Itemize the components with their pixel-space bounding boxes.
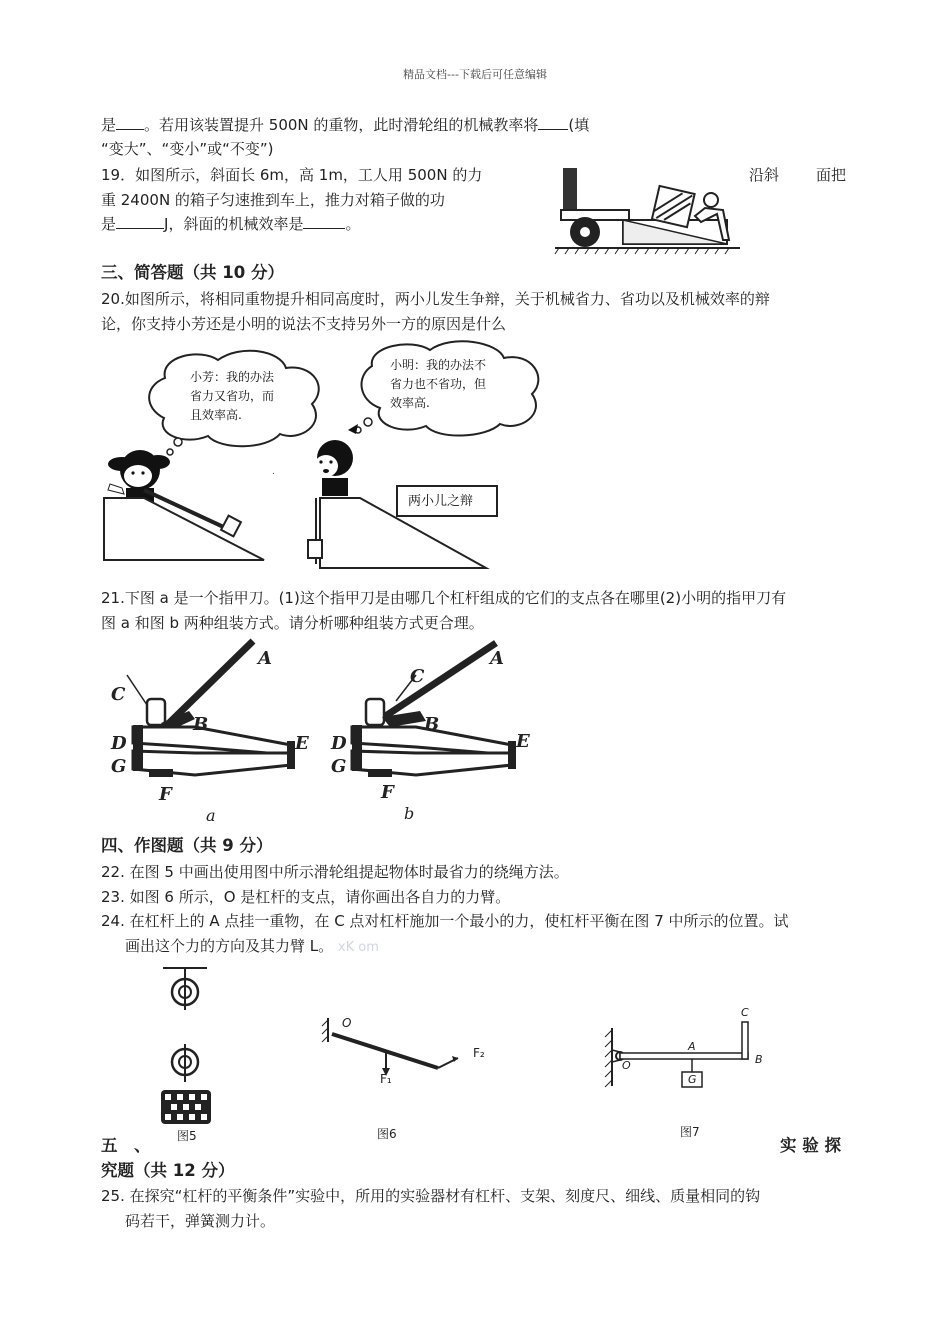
section5-title-a: 五 、	[101, 1136, 151, 1155]
q19-line2: 重 2400N 的箱子匀速推到车上，推力对箱子做的功	[101, 191, 445, 209]
q19-blank-2[interactable]	[303, 214, 345, 229]
q18-text-c: (填	[568, 116, 590, 134]
q18-blank-2[interactable]	[538, 115, 568, 130]
section5-title-b: 实 验 探	[780, 1136, 841, 1155]
q24-line1: 24. 在杠杆上的 A 点挂一重物，在 C 点对杠杆施加一个最小的力，使杠杆平衡在图 7 中所示的位置。试	[101, 912, 789, 930]
clipper-b-label-G: G	[331, 756, 347, 777]
figure5-caption: 图5	[177, 1129, 197, 1143]
bubble-left-line1: 小芳：我的办法	[190, 370, 275, 384]
q22-text: 22. 在图 5 中画出使用图中所示滑轮组提起物体时最省力的绕绳方法。	[101, 863, 569, 881]
q19-line1: 19．如图所示，斜面长 6m，高 1m，工人用 500N 的力	[101, 166, 483, 184]
clipper-a-caption: a	[206, 806, 216, 825]
figure6-label-F2: F₂	[473, 1046, 485, 1060]
section4-title: 四、作图题（共 9 分）	[101, 836, 273, 855]
q20-line2: 论，你支持小芳还是小明的说法不支持另外一方的原因是什么	[101, 315, 507, 333]
bubble-right-text	[390, 356, 486, 413]
q24-line2	[125, 935, 379, 959]
clipper-a-label-G: G	[111, 756, 127, 777]
q21-line1: 21.下图 a 是一个指甲刀。(1)这个指甲刀是由哪几个杠杆组成的它们的支点各在哪里(2)小明的指甲刀有	[101, 589, 787, 607]
q23-text: 23. 如图 6 所示，O 是杠杆的支点，请你画出各自力的力臂。	[101, 888, 511, 906]
figure7-label-B: B	[755, 1053, 763, 1066]
bubble-left-line3: 且效率高.	[190, 408, 242, 422]
figure7-label-O: O	[622, 1059, 631, 1072]
clipper-b-label-B: B	[424, 714, 440, 735]
clipper-b-label-F: F	[381, 782, 394, 803]
clipper-a-label-E: E	[295, 733, 309, 754]
figure7-lever	[600, 1010, 770, 1100]
figure7-label-G: G	[688, 1073, 697, 1086]
debate-sign-label: 两小儿之辩	[408, 494, 474, 509]
debate-figure	[100, 338, 560, 578]
q25-line2: 码若干，弹簧测力计。	[125, 1212, 276, 1230]
q24-line2-text: 画出这个力的方向及其力臂 L。	[125, 937, 334, 955]
q18-text-b: 。若用该装置提升 500N 的重物，此时滑轮组的机械教率将	[144, 116, 539, 134]
bubble-right-line3: 效率高.	[390, 396, 430, 410]
ramp-truck-figure	[555, 160, 745, 260]
bubble-right-line1: 小明：我的办法不	[390, 358, 487, 372]
figure7-label-C: C	[741, 1006, 749, 1019]
q19-text-a: 是	[101, 215, 117, 233]
figure6-label-O: O	[342, 1016, 352, 1030]
clipper-a-label-D: D	[111, 733, 127, 754]
clipper-a-label-F: F	[159, 784, 172, 805]
q18-line2: “变大”、“变小”或“不变”)	[101, 140, 274, 158]
figure5-pulley	[155, 964, 225, 1134]
q18-blank-1[interactable]	[116, 115, 144, 130]
clipper-a-label-C: C	[111, 684, 126, 705]
q19-line1-right2: 面把	[816, 166, 847, 184]
figure6-label-F1: F₁	[380, 1072, 392, 1086]
bubble-left-line2: 省力又省功，而	[190, 389, 275, 403]
clipper-a-label-A: A	[258, 648, 272, 669]
q25-line1: 25. 在探究“杠杆的平衡条件”实验中，所用的实验器材有杠杆、支架、刻度尺、细线、质量相同的钩	[101, 1187, 761, 1205]
clipper-b-label-A: A	[490, 648, 504, 669]
clipper-b-caption: b	[404, 804, 415, 823]
watermark-text: xK om	[337, 940, 379, 955]
bubble-left-text	[190, 368, 274, 425]
q19-blank-1[interactable]	[116, 214, 164, 229]
section5-title-c: 究题（共 12 分）	[101, 1161, 235, 1180]
clipper-b-label-D: D	[331, 733, 347, 754]
q19-text-b: J，斜面的机械效率是	[164, 215, 304, 233]
q19-line1-right1: 沿斜	[749, 166, 780, 184]
q18-text-a: 是	[101, 116, 117, 134]
clipper-a-label-B: B	[193, 714, 209, 735]
clipper-b-label-C: C	[410, 666, 425, 687]
q21-line2: 图 a 和图 b 两种组装方式。请分析哪种组装方式更合理。	[101, 614, 484, 632]
bubble-right-line2: 省力也不省功，但	[390, 377, 487, 391]
figure6-caption: 图6	[377, 1127, 397, 1141]
page-header: 精品文档---下载后可任意编辑	[403, 68, 547, 81]
figure7-caption: 图7	[680, 1125, 700, 1139]
nail-clipper-a-figure	[105, 635, 315, 805]
figure7-label-A: A	[688, 1040, 696, 1053]
svg-text:.: .	[272, 467, 275, 477]
clipper-b-label-E: E	[516, 731, 530, 752]
q18-line1	[101, 114, 589, 136]
q19-line3	[101, 213, 360, 235]
q20-line1: 20.如图所示，将相同重物提升相同高度时，两小儿发生争辩，关于机械省力、省功以及机械效率的辩	[101, 290, 770, 308]
section3-title: 三、简答题（共 10 分）	[101, 263, 284, 282]
q19-text-c: 。	[345, 215, 361, 233]
